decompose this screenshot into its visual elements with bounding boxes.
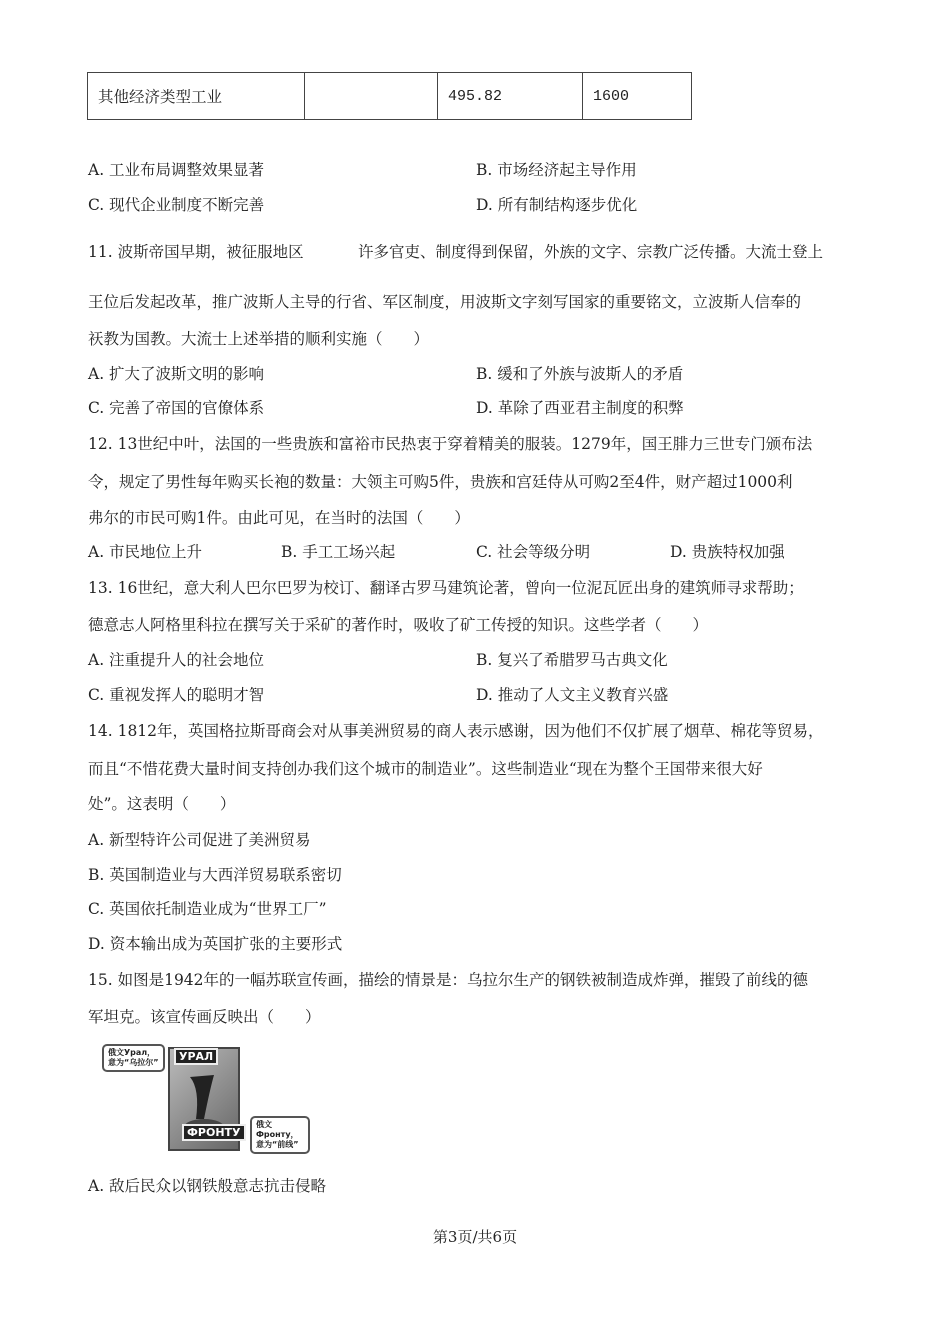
question-text: 而且“不惜花费大量时间支持创办我们这个城市的制造业”。这些制造业“现在为整个王国带来很大好 xyxy=(88,760,763,778)
option: B. 复兴了希腊罗马古典文化 xyxy=(476,651,668,669)
option: C. 重视发挥人的聪明才智 xyxy=(88,686,265,704)
poster-bottom-label: ФРОНТУ xyxy=(182,1124,246,1141)
table-row xyxy=(88,73,692,120)
question-text: 12. 13世纪中叶，法国的一些贵族和富裕市民热衷于穿着精美的服装。1279年，国王腓力三世专门颁布法 xyxy=(88,435,813,453)
option: B. 英国制造业与大西洋贸易联系密切 xyxy=(88,866,342,884)
question-text: 处”。这表明（ ） xyxy=(88,795,236,813)
table-cell: 其他经济类型工业 xyxy=(88,73,305,120)
propaganda-poster-image xyxy=(100,1040,310,1150)
question-text: 弗尔的市民可购1件。由此可见，在当时的法国（ ） xyxy=(88,509,470,527)
annotation-text: 俄文Фронту， xyxy=(256,1120,299,1139)
question-text: 祆教为国教。大流士上述举措的顺利实施（ ） xyxy=(88,330,430,348)
option: D. 资本输出成为英国扩张的主要形式 xyxy=(88,935,343,953)
option: A. 工业布局调整效果显著 xyxy=(88,161,265,179)
question-text: 13. 16世纪，意大利人巴尔巴罗为校订、翻译古罗马建筑论著，曾向一位泥瓦匠出身的建筑师寻求帮助； xyxy=(88,579,804,597)
annotation-bubble xyxy=(250,1116,310,1154)
table-cell: 1600 xyxy=(583,73,692,120)
question-text: 德意志人阿格里科拉在撰写关于采矿的著作时，吸收了矿工传授的知识。这些学者（ ） xyxy=(88,616,709,634)
option: B. 手工工场兴起 xyxy=(281,543,396,561)
option: D. 所有制结构逐步优化 xyxy=(476,196,638,214)
option: C. 现代企业制度不断完善 xyxy=(88,196,265,214)
option: C. 英国依托制造业成为“世界工厂” xyxy=(88,900,327,918)
annotation-text: 意为“前线” xyxy=(256,1140,299,1149)
option: D. 推动了人文主义教育兴盛 xyxy=(476,686,669,704)
option: A. 扩大了波斯文明的影响 xyxy=(88,365,265,383)
annotation-bubble xyxy=(102,1044,165,1072)
option: C. 社会等级分明 xyxy=(476,543,591,561)
annotation-text: 俄文Урал， xyxy=(108,1048,156,1057)
option: D. 贵族特权加强 xyxy=(670,543,785,561)
page-footer: 第3页/共6页 xyxy=(432,1228,518,1246)
data-table xyxy=(87,72,692,120)
option: A. 注重提升人的社会地位 xyxy=(88,651,265,669)
option: B. 缓和了外族与波斯人的矛盾 xyxy=(476,365,684,383)
annotation-text: 意为“乌拉尔” xyxy=(108,1058,159,1067)
option: A. 敌后民众以钢铁般意志抗击侵略 xyxy=(88,1177,327,1195)
option: C. 完善了帝国的官僚体系 xyxy=(88,399,265,417)
question-text: 军坦克。该宣传画反映出（ ） xyxy=(88,1008,321,1026)
poster-top-label: УРАЛ xyxy=(174,1048,218,1065)
option: A. 市民地位上升 xyxy=(88,543,203,561)
question-text: 11. 波斯帝国早期，被征服地区 xyxy=(88,243,304,261)
table-cell: 495.82 xyxy=(438,73,583,120)
table-cell xyxy=(305,73,438,120)
question-text: 令，规定了男性每年购买长袍的数量：大领主可购5件，贵族和宫廷侍从可购2至4件，财产超过1000利 xyxy=(88,473,793,491)
option: B. 市场经济起主导作用 xyxy=(476,161,637,179)
question-text: 许多官吏、制度得到保留，外族的文字、宗教广泛传播。大流士登上 xyxy=(358,243,824,261)
option: A. 新型特许公司促进了美洲贸易 xyxy=(88,831,311,849)
question-text: 王位后发起改革，推广波斯人主导的行省、军区制度，用波斯文字刻写国家的重要铭文，立波斯人信奉的 xyxy=(88,293,802,311)
question-text: 15. 如图是1942年的一幅苏联宣传画，描绘的情景是：乌拉尔生产的钢铁被制造成炸弹，摧毁了前线的德 xyxy=(88,971,809,989)
question-text: 14. 1812年，英国格拉斯哥商会对从事美洲贸易的商人表示感谢，因为他们不仅扩展了烟草、棉花等贸易， xyxy=(88,722,824,740)
option: D. 革除了西亚君主制度的积弊 xyxy=(476,399,684,417)
